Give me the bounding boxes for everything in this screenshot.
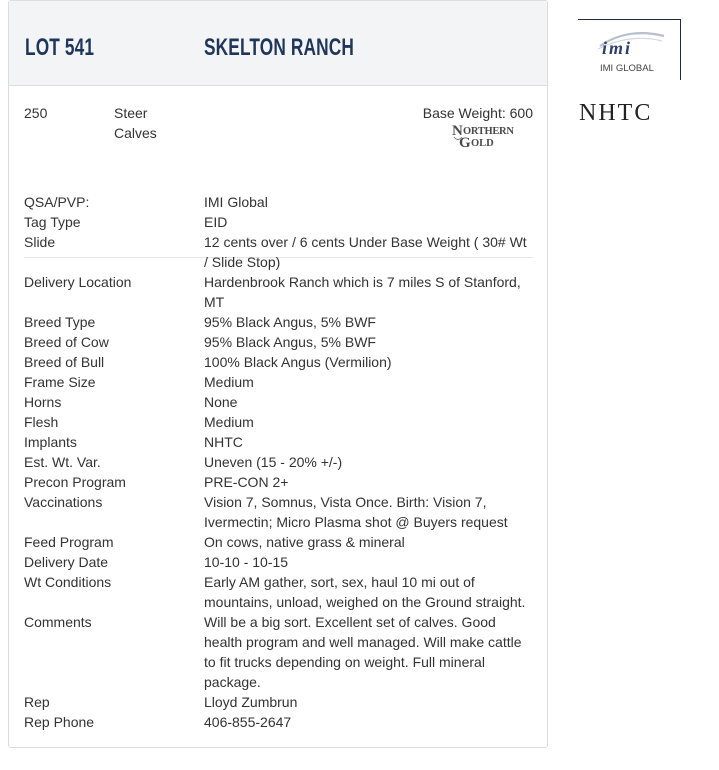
detail-value: 95% Black Angus, 5% BWF [204, 314, 376, 330]
detail-label: Precon Program [24, 474, 126, 490]
detail-value: NHTC [204, 434, 243, 450]
detail-label: Rep [24, 694, 50, 710]
detail-value: EID [204, 214, 228, 230]
detail-value: 10-10 - 10-15 [204, 554, 289, 570]
lot-details [24, 192, 534, 732]
base-weight: Base Weight: 600 [422, 105, 533, 121]
detail-label: Horns [24, 394, 62, 410]
imi-global-logo [578, 19, 681, 80]
detail-row [24, 192, 534, 212]
detail-label: Est. Wt. Var. [24, 454, 101, 470]
detail-row [24, 572, 534, 612]
detail-row [24, 692, 534, 712]
detail-value: On cows, native grass & mineral [204, 534, 405, 550]
svg-text:G: G [459, 135, 471, 149]
detail-value: Will be a big sort. Excellent set of calves. Good health program and well managed. Will make cattle to fit trucks depending on weight. Full mineral package. [204, 614, 522, 690]
head-count: 250 [24, 105, 48, 121]
cattle-type-line2: Calves [114, 125, 157, 141]
lot-summary [9, 87, 547, 172]
detail-row [24, 412, 534, 432]
detail-label: Vaccinations [24, 494, 103, 510]
lot-card [8, 0, 548, 748]
detail-row [24, 552, 534, 572]
cattle-type-line1: Steer [114, 105, 148, 121]
detail-row [24, 212, 534, 232]
detail-row [24, 392, 534, 412]
detail-label: Breed of Cow [24, 334, 109, 350]
detail-row [24, 472, 534, 492]
detail-value: 12 cents over / 6 cents Under Base Weight ( 30# Wt / Slide Stop) [204, 234, 527, 270]
detail-row [24, 452, 534, 472]
detail-label: Wt Conditions [24, 574, 112, 590]
lot-number: LOT 541 [25, 34, 95, 61]
detail-value: Medium [204, 414, 254, 430]
detail-label: Breed of Bull [24, 354, 105, 370]
detail-row [24, 272, 534, 312]
svg-text:ORTHERN: ORTHERN [463, 126, 514, 137]
detail-value: Hardenbrook Ranch which is 7 miles S of Stanford, MT [204, 274, 521, 310]
detail-row [24, 492, 534, 532]
svg-text:OLD: OLD [471, 138, 494, 149]
detail-row [24, 612, 534, 692]
detail-label: QSA/PVP: [24, 194, 90, 210]
detail-label: Delivery Location [24, 274, 132, 290]
detail-value: PRE-CON 2+ [204, 474, 289, 490]
detail-label: Breed Type [24, 314, 96, 330]
detail-value: None [204, 394, 238, 410]
detail-value: Lloyd Zumbrun [204, 694, 298, 710]
svg-text:IMI GLOBAL: IMI GLOBAL [600, 63, 654, 74]
ranch-name: SKELTON RANCH [204, 34, 355, 61]
detail-label: Tag Type [24, 214, 81, 230]
svg-text:imi: imi [602, 38, 633, 58]
detail-row [24, 352, 534, 372]
detail-value: IMI Global [204, 194, 268, 210]
northern-gold-logo [450, 123, 532, 149]
imi-global-icon [578, 19, 681, 80]
detail-label: Delivery Date [24, 554, 109, 570]
detail-row [24, 312, 534, 332]
detail-value: Medium [204, 374, 254, 390]
svg-text:N: N [452, 123, 463, 139]
detail-value: Vision 7, Somnus, Vista Once. Birth: Vision 7, Ivermectin; Micro Plasma shot @ Buyers request [204, 494, 508, 530]
detail-label: Feed Program [24, 534, 114, 550]
detail-row [24, 712, 534, 732]
cattle-type [114, 103, 174, 143]
detail-label: Implants [24, 434, 77, 450]
detail-row [24, 232, 534, 272]
detail-row [24, 372, 534, 392]
detail-label: Comments [24, 614, 92, 630]
detail-row [24, 432, 534, 452]
detail-label: Slide [24, 234, 56, 250]
detail-label: Flesh [24, 414, 59, 430]
detail-value: 100% Black Angus (Vermilion) [204, 354, 392, 370]
detail-value: 406-855-2647 [204, 714, 292, 730]
detail-row [24, 332, 534, 352]
detail-label: Frame Size [24, 374, 96, 390]
detail-row [24, 532, 534, 552]
detail-value: 95% Black Angus, 5% BWF [204, 334, 376, 350]
nhtc-logo: NHTC [579, 100, 653, 126]
lot-header [9, 1, 547, 86]
detail-value: Uneven (15 - 20% +/-) [204, 454, 343, 470]
detail-label: Rep Phone [24, 714, 95, 730]
detail-value: Early AM gather, sort, sex, haul 10 mi out of mountains, unload, weighed on the Ground straight. [204, 574, 526, 610]
